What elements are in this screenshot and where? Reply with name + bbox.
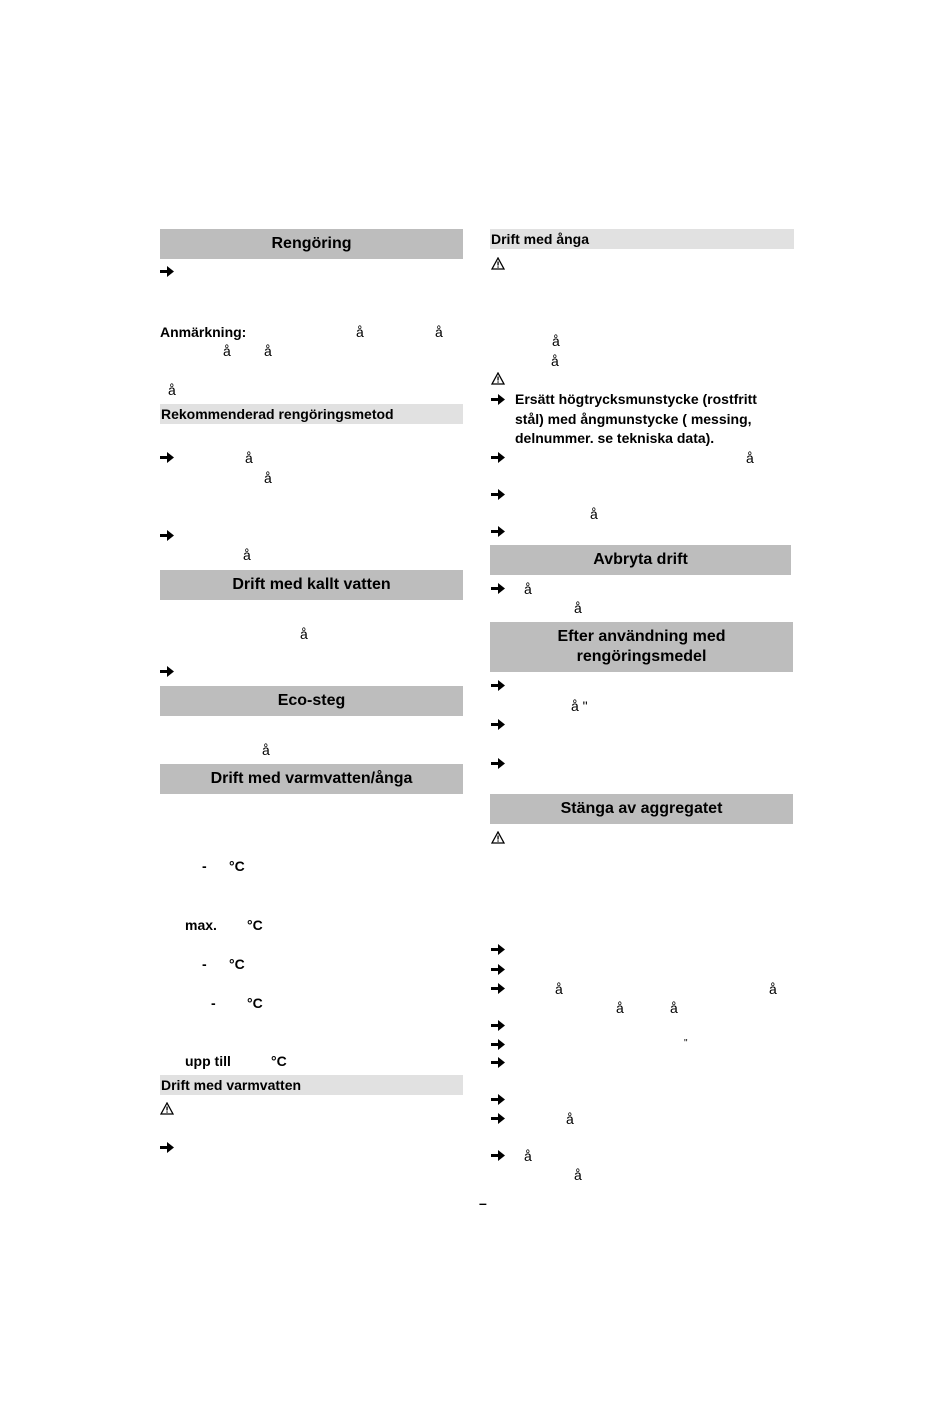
arrow-icon bbox=[491, 1093, 505, 1106]
subheading-rekommenderad bbox=[160, 404, 463, 424]
text-fragment: å bbox=[552, 333, 560, 349]
instruction-line: Ersätt högtrycksmunstycke (rostfritt bbox=[515, 391, 757, 407]
text-fragment: å bbox=[262, 742, 270, 758]
heading-text: Rengöring bbox=[271, 235, 352, 252]
warning-icon bbox=[491, 831, 505, 844]
text-fragment: å " bbox=[571, 698, 588, 714]
instruction-line: delnummer. se tekniska data). bbox=[515, 430, 715, 446]
arrow-icon bbox=[160, 665, 174, 678]
text-fragment: å bbox=[566, 1111, 574, 1127]
arrow-icon bbox=[491, 963, 505, 976]
text-fragment: å bbox=[746, 450, 754, 466]
temp-prefix: - bbox=[211, 995, 216, 1011]
temp-prefix: - bbox=[202, 858, 207, 874]
arrow-icon bbox=[491, 582, 505, 595]
arrow-icon bbox=[491, 757, 505, 770]
text-fragment: å bbox=[223, 343, 231, 359]
text-fragment: å bbox=[243, 547, 251, 563]
arrow-icon bbox=[160, 451, 174, 464]
heading-text: Avbryta drift bbox=[593, 551, 688, 568]
heading-eco-steg bbox=[160, 686, 463, 716]
text-fragment: å bbox=[616, 1000, 624, 1016]
arrow-icon bbox=[491, 982, 505, 995]
text-fragment: å bbox=[168, 382, 176, 398]
text-fragment: å bbox=[769, 981, 777, 997]
arrow-icon bbox=[491, 1056, 505, 1069]
page-mark: – bbox=[479, 1195, 487, 1211]
subheading-text: Drift med varmvatten bbox=[161, 1077, 302, 1093]
text-fragment: å bbox=[435, 324, 443, 340]
text-fragment: å bbox=[245, 450, 253, 466]
subheading-text: Rekommenderad rengöringsmetod bbox=[161, 406, 394, 422]
temp-unit: °C bbox=[247, 917, 263, 933]
text-fragment: å bbox=[356, 324, 364, 340]
warning-icon bbox=[491, 372, 505, 385]
heading-rengoring bbox=[160, 229, 463, 259]
heading-stanga-av bbox=[490, 794, 793, 824]
arrow-icon bbox=[491, 1149, 505, 1162]
temp-unit: °C bbox=[247, 995, 263, 1011]
arrow-icon bbox=[160, 1141, 174, 1154]
arrow-icon bbox=[491, 1112, 505, 1125]
arrow-icon bbox=[491, 525, 505, 538]
heading-text: Eco-steg bbox=[277, 692, 346, 709]
arrow-icon bbox=[491, 1038, 505, 1051]
arrow-icon bbox=[160, 265, 174, 278]
heading-efter-anvandning bbox=[490, 622, 793, 672]
arrow-icon bbox=[491, 943, 505, 956]
warning-icon bbox=[491, 257, 505, 270]
instruction-line: stål) med ångmunstycke ( messing, bbox=[515, 410, 752, 427]
text-fragment: å bbox=[551, 353, 559, 369]
temp-unit: °C bbox=[229, 858, 245, 874]
arrow-icon bbox=[491, 718, 505, 731]
text-fragment: å bbox=[524, 1148, 532, 1164]
temp-prefix: - bbox=[202, 956, 207, 972]
text-fragment: å bbox=[590, 506, 598, 522]
subheading-anga bbox=[490, 229, 794, 249]
heading-text-line1: Efter användning med bbox=[557, 628, 726, 645]
text-fragment: å bbox=[574, 1167, 582, 1183]
text-fragment: å bbox=[524, 581, 532, 597]
text-fragment: å bbox=[670, 1000, 678, 1016]
heading-text: Stänga av aggregatet bbox=[560, 800, 723, 817]
text-fragment: å bbox=[264, 343, 272, 359]
arrow-icon bbox=[491, 451, 505, 464]
heading-kallt-vatten bbox=[160, 570, 463, 600]
heading-text: Drift med kallt vatten bbox=[232, 576, 391, 593]
temp-unit: °C bbox=[229, 956, 245, 972]
arrow-icon bbox=[491, 679, 505, 692]
temp-prefix: upp till bbox=[185, 1053, 231, 1069]
text-fragment: " bbox=[684, 1038, 688, 1049]
subheading-varmvatten bbox=[160, 1075, 463, 1095]
arrow-icon bbox=[160, 529, 174, 542]
warning-icon bbox=[160, 1102, 174, 1115]
arrow-icon bbox=[491, 1019, 505, 1032]
text-fragment: å bbox=[264, 470, 272, 486]
text-fragment: å bbox=[555, 981, 563, 997]
temp-prefix: max. bbox=[185, 917, 217, 933]
temp-unit: °C bbox=[271, 1053, 287, 1069]
heading-varmvatten-anga bbox=[160, 764, 463, 794]
text-fragment: å bbox=[300, 626, 308, 642]
arrow-icon bbox=[491, 488, 505, 501]
text-fragment: å bbox=[574, 600, 582, 616]
heading-avbryta-drift bbox=[490, 545, 791, 575]
subheading-text: Drift med ånga bbox=[491, 231, 590, 247]
heading-text-line2: rengöringsmedel bbox=[576, 648, 707, 665]
arrow-icon bbox=[491, 393, 505, 406]
instruction-replace-nozzle bbox=[515, 390, 800, 449]
heading-text: Drift med varmvatten/ånga bbox=[210, 770, 413, 787]
note-label: Anmärkning: bbox=[160, 324, 247, 340]
